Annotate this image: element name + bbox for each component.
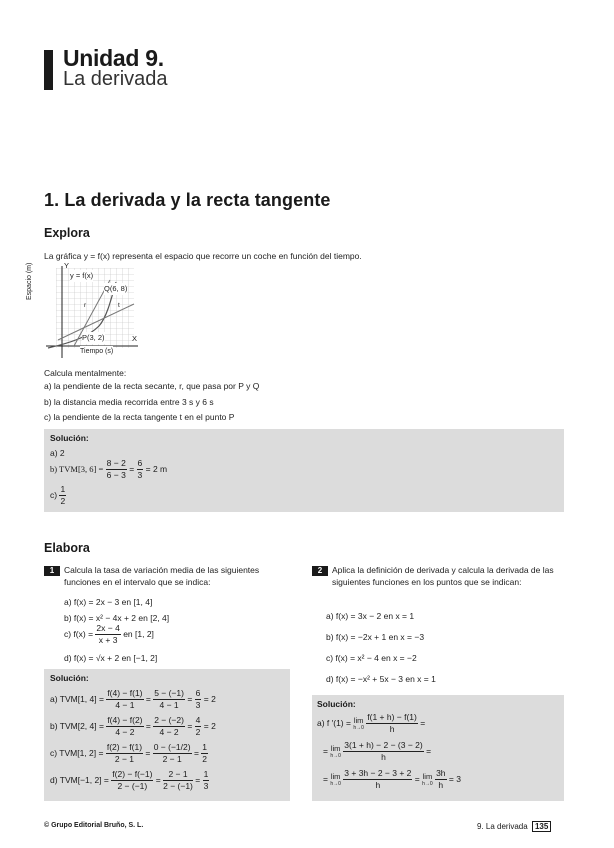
fraction-numerator: 0 − (−1/2) bbox=[153, 742, 191, 752]
exercise-1-item-c: c) f(x) = $\frac{2x - 4}{x + 3}$ en [1, 2] bbox=[64, 623, 154, 645]
exercise-2-item-c: c) f(x) = x² − 4 en x = −2 bbox=[326, 653, 417, 663]
fraction bbox=[195, 715, 202, 738]
graph-y-axis-label: Y bbox=[64, 261, 70, 270]
fraction-numerator: f(4) − f(2) bbox=[107, 715, 143, 725]
unit-title: Unidad 9. bbox=[63, 45, 164, 71]
explora-item-c: c) la pendiente de la recta tangente t en el punto P bbox=[44, 412, 235, 422]
exercise-1-statement: Calcula la tasa de variación media de las siguientes funciones en el intervalo que se indica: bbox=[64, 565, 260, 587]
tvm-label: d) TVM[−1, 2] = bbox=[50, 774, 109, 785]
fraction-denominator: 2 bbox=[202, 754, 207, 764]
fraction-denominator: 2 − 1 bbox=[114, 754, 135, 764]
graph-r-label: r bbox=[84, 302, 87, 309]
fraction-numerator: 4 bbox=[195, 715, 201, 725]
exercise-1-item-b: b) f(x) = x² − 4x + 2 en [2, 4] bbox=[64, 613, 170, 623]
exercise-2-solution-title: Solución: bbox=[317, 699, 356, 709]
fraction bbox=[111, 769, 153, 792]
equals-sign: = bbox=[143, 693, 154, 704]
graph-xlabel: Tiempo (s) bbox=[80, 346, 113, 358]
footer-chapter: 9. La derivada 135 bbox=[477, 821, 551, 832]
exercise-1-item-a: a) f(x) = 2x − 3 en [1, 4] bbox=[64, 597, 153, 607]
fraction-numerator: 5 − (−1) bbox=[154, 688, 184, 698]
elabora-heading: Elabora bbox=[44, 541, 90, 555]
exercise-2-statement: Aplica la definición de derivada y calcula la derivada de las siguientes funciones en los puntos que se indican: bbox=[332, 565, 554, 587]
explora-solution-title: Solución: bbox=[50, 433, 89, 443]
graph-curve-label: y = f(x) bbox=[70, 271, 94, 280]
fraction bbox=[106, 715, 143, 738]
fraction-numerator: 2 − 1 bbox=[163, 769, 193, 781]
fraction-denominator: 4 − 2 bbox=[159, 727, 179, 737]
equals-sign: = bbox=[153, 774, 164, 785]
fraction-numerator: 2 − (−2) bbox=[154, 715, 184, 725]
fraction-denominator: 2 bbox=[195, 727, 201, 737]
exercise-2-solution-line-1: a) f ′(1) = lim h→0 $\frac{f(1 + h) - f(1)}{h}$ = bbox=[317, 712, 426, 734]
fraction-denominator: 4 − 1 bbox=[159, 700, 179, 710]
exercise-1-solution-line bbox=[50, 688, 216, 711]
fraction-denominator: 4 − 1 bbox=[115, 700, 135, 710]
footer-publisher: © Grupo Editorial Bruño, S. L. bbox=[44, 822, 144, 829]
fraction bbox=[153, 715, 185, 738]
tvm-label: b) TVM[2, 4] = bbox=[50, 720, 104, 731]
unit-title-bar bbox=[44, 50, 53, 90]
fraction-denominator: 2 − 1 bbox=[162, 754, 182, 764]
equals-sign: = bbox=[191, 747, 202, 758]
equals-sign: = bbox=[143, 720, 154, 731]
exercise-2-number: 2 bbox=[312, 566, 328, 576]
tvm-label: a) TVM[1, 4] = bbox=[50, 693, 104, 704]
explora-solution-a: a) 2 bbox=[50, 448, 65, 458]
fraction-denominator: 3 bbox=[203, 781, 209, 791]
equals-sign: = bbox=[192, 774, 203, 785]
fraction-denominator: 2 − (−1) bbox=[163, 781, 193, 791]
tvm-result: = 2 bbox=[203, 720, 216, 731]
explora-prompt: Calcula mentalmente: bbox=[44, 368, 127, 378]
fraction bbox=[153, 688, 185, 711]
explora-solution-b: b) TVM[3, 6] = $\frac{8 - 2}{6 - 3}$ = $\frac{6}{3}$ = 2 m bbox=[50, 458, 168, 480]
graph-x-axis-label: X bbox=[132, 334, 138, 343]
fraction bbox=[195, 688, 202, 711]
fraction bbox=[201, 742, 208, 765]
exercise-2-solution-line-3: = lim h→0 $\frac{3 + 3h - 2 - 3 + 2}{h}$ = lim h→0 $\frac{3h}{h}$ = 3 bbox=[323, 768, 461, 790]
fraction-numerator: f(4) − f(1) bbox=[107, 688, 143, 698]
explora-heading: Explora bbox=[44, 226, 90, 240]
unit-subtitle: La derivada bbox=[63, 68, 168, 90]
graph-point-q-label: Q(6, 8) bbox=[104, 284, 128, 293]
graph-point-p-label: P(3, 2) bbox=[82, 333, 105, 342]
tvm-result: = 2 bbox=[203, 693, 216, 704]
exercise-2-item-a: a) f(x) = 3x − 2 en x = 1 bbox=[326, 611, 415, 621]
fraction-numerator: 1 bbox=[202, 742, 207, 752]
fraction-numerator: 6 bbox=[195, 688, 201, 698]
exercise-1-solution-line bbox=[50, 715, 216, 738]
fraction-denominator: 3 bbox=[195, 700, 201, 710]
exercise-2-item-d: d) f(x) = −x² + 5x − 3 en x = 1 bbox=[326, 674, 436, 684]
tvm-label: c) TVM[1, 2] = bbox=[50, 747, 104, 758]
equals-sign: = bbox=[184, 720, 195, 731]
equals-sign: = bbox=[184, 693, 195, 704]
equals-sign: = bbox=[143, 747, 153, 758]
explora-solution-c: c) $\frac{1}{2}$ bbox=[50, 484, 66, 506]
fraction-denominator: 4 − 2 bbox=[115, 727, 135, 737]
exercise-2-solution-line-2: = lim h→0 $\frac{3(1 + h) - 2 - (3 - 2)}{h}$ = bbox=[323, 740, 432, 762]
section-title: 1. La derivada y la recta tangente bbox=[44, 190, 331, 210]
fraction bbox=[163, 769, 193, 792]
fraction bbox=[203, 769, 210, 792]
exercise-1-item-d: d) f(x) = √x + 2 en [−1, 2] bbox=[64, 653, 158, 663]
fraction bbox=[153, 742, 192, 765]
fraction-numerator: f(2) − f(1) bbox=[106, 742, 143, 752]
fraction-denominator: 2 − (−1) bbox=[117, 781, 148, 791]
graph-ylabel: Espacio (m) bbox=[26, 262, 33, 300]
explora-intro: La gráfica y = f(x) representa el espacio que recorre un coche en función del tiempo. bbox=[44, 251, 362, 261]
page-number: 135 bbox=[532, 821, 551, 832]
fraction-numerator: f(2) − f(−1) bbox=[112, 769, 153, 779]
explora-item-a: a) la pendiente de la recta secante, r, que pasa por P y Q bbox=[44, 381, 260, 391]
explora-item-b: b) la distancia media recorrida entre 3 s y 6 s bbox=[44, 397, 214, 407]
exercise-2-item-b: b) f(x) = −2x + 1 en x = −3 bbox=[326, 632, 425, 642]
exercise-1-number: 1 bbox=[44, 566, 60, 576]
exercise-1-solution-line bbox=[50, 769, 209, 792]
graph-t-label: t bbox=[118, 302, 120, 309]
exercise-1-solution-title: Solución: bbox=[50, 673, 89, 683]
exercise-1-solution-line bbox=[50, 742, 208, 765]
fraction-numerator: 1 bbox=[203, 769, 209, 779]
fraction bbox=[106, 688, 143, 711]
fraction bbox=[106, 742, 143, 765]
